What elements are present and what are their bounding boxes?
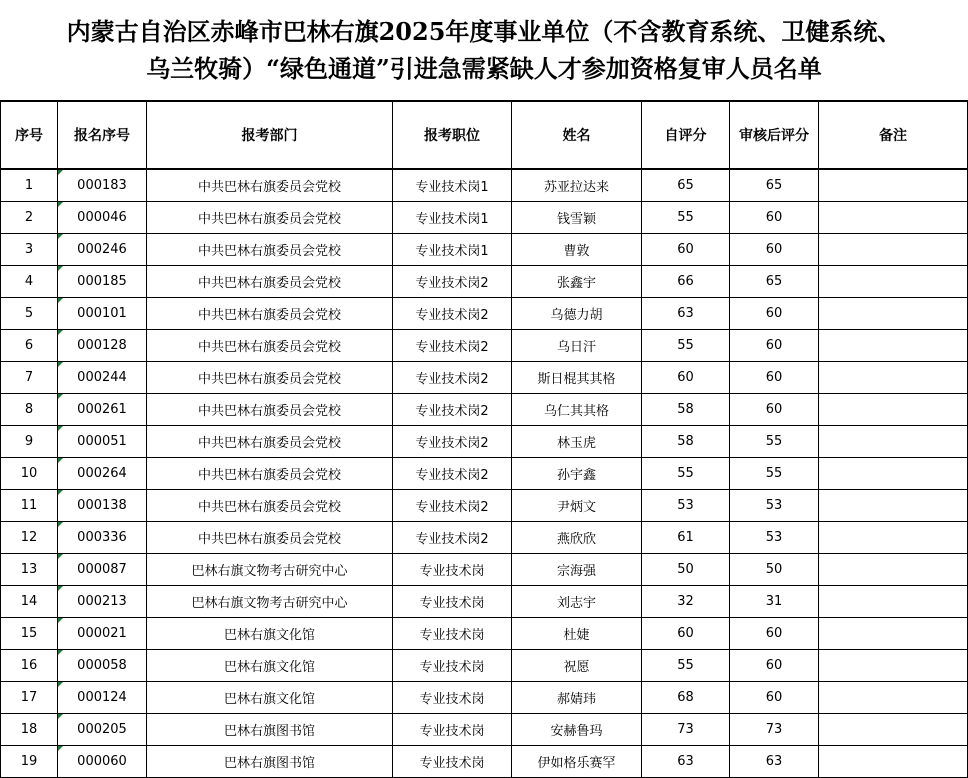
cell-dept[interactable]: 巴林右旗文化馆	[147, 682, 393, 714]
cell-regno[interactable]: 000261	[58, 394, 147, 426]
table-row	[1, 426, 968, 458]
cell-note[interactable]	[819, 554, 968, 586]
cell-note[interactable]	[819, 394, 968, 426]
cell-reviewed-score[interactable]: 60	[730, 362, 819, 394]
cell-reviewed-score[interactable]: 55	[730, 458, 819, 490]
cell-dept[interactable]: 巴林右旗文化馆	[147, 650, 393, 682]
cell-name[interactable]: 安赫鲁玛	[512, 714, 642, 746]
table-row	[1, 714, 968, 746]
cell-post[interactable]: 专业技术岗2	[393, 298, 512, 330]
cell-self-score[interactable]: 60	[642, 234, 730, 266]
cell-name[interactable]: 祝愿	[512, 650, 642, 682]
header-post[interactable]: 报考职位	[393, 102, 512, 170]
cell-note[interactable]	[819, 682, 968, 714]
cell-name[interactable]: 杜婕	[512, 618, 642, 650]
cell-post[interactable]: 专业技术岗2	[393, 426, 512, 458]
cell-dept[interactable]: 中共巴林右旗委员会党校	[147, 522, 393, 554]
cell-note[interactable]	[819, 490, 968, 522]
cell-regno[interactable]: 000246	[58, 234, 147, 266]
cell-seq[interactable]: 4	[1, 266, 58, 298]
cell-self-score[interactable]: 53	[642, 490, 730, 522]
cell-note[interactable]	[819, 650, 968, 682]
cell-name[interactable]: 宗海强	[512, 554, 642, 586]
cell-name[interactable]: 曹敦	[512, 234, 642, 266]
cell-note[interactable]	[819, 298, 968, 330]
cell-post[interactable]: 专业技术岗2	[393, 458, 512, 490]
cell-seq[interactable]: 3	[1, 234, 58, 266]
cell-note[interactable]	[819, 522, 968, 554]
cell-seq[interactable]: 5	[1, 298, 58, 330]
cell-seq[interactable]: 12	[1, 522, 58, 554]
cell-dept[interactable]: 巴林右旗文物考古研究中心	[147, 554, 393, 586]
document-title	[0, 0, 968, 101]
cell-dept[interactable]: 中共巴林右旗委员会党校	[147, 458, 393, 490]
cell-reviewed-score[interactable]: 60	[730, 650, 819, 682]
cell-reviewed-score[interactable]: 50	[730, 554, 819, 586]
cell-reviewed-score[interactable]: 60	[730, 682, 819, 714]
cell-regno[interactable]: 000060	[58, 746, 147, 778]
cell-post[interactable]: 专业技术岗	[393, 650, 512, 682]
cell-self-score[interactable]: 63	[642, 746, 730, 778]
cell-reviewed-score[interactable]: 60	[730, 202, 819, 234]
table-row	[1, 618, 968, 650]
cell-regno[interactable]: 000213	[58, 586, 147, 618]
header-self-score[interactable]: 自评分	[642, 102, 730, 170]
table-row	[1, 554, 968, 586]
table-row	[1, 169, 968, 202]
cell-name[interactable]: 郝婧玮	[512, 682, 642, 714]
table-row	[1, 394, 968, 426]
cell-regno[interactable]: 000101	[58, 298, 147, 330]
cell-name[interactable]: 张鑫宇	[512, 266, 642, 298]
cell-seq[interactable]: 1	[1, 169, 58, 202]
cell-name[interactable]: 燕欣欣	[512, 522, 642, 554]
table-row	[1, 234, 968, 266]
cell-reviewed-score[interactable]: 60	[730, 394, 819, 426]
header-note[interactable]: 备注	[819, 102, 968, 170]
header-dept[interactable]: 报考部门	[147, 102, 393, 170]
title-line-1: 内蒙古自治区赤峰市巴林右旗2025年度事业单位（不含教育系统、卫健系统、	[66, 17, 902, 46]
cell-post[interactable]: 专业技术岗	[393, 746, 512, 778]
cell-note[interactable]	[819, 202, 968, 234]
cell-post[interactable]: 专业技术岗2	[393, 522, 512, 554]
cell-seq[interactable]: 18	[1, 714, 58, 746]
cell-reviewed-score[interactable]: 60	[730, 330, 819, 362]
cell-dept[interactable]: 巴林右旗图书馆	[147, 714, 393, 746]
cell-self-score[interactable]: 55	[642, 202, 730, 234]
cell-name[interactable]: 钱雪颖	[512, 202, 642, 234]
header-name[interactable]: 姓名	[512, 102, 642, 170]
cell-regno[interactable]: 000128	[58, 330, 147, 362]
cell-dept[interactable]: 中共巴林右旗委员会党校	[147, 490, 393, 522]
cell-dept[interactable]: 巴林右旗图书馆	[147, 746, 393, 778]
cell-regno[interactable]: 000264	[58, 458, 147, 490]
cell-seq[interactable]: 2	[1, 202, 58, 234]
cell-note[interactable]	[819, 746, 968, 778]
cell-self-score[interactable]: 66	[642, 266, 730, 298]
table-row	[1, 682, 968, 714]
cell-self-score[interactable]: 65	[642, 169, 730, 202]
cell-post[interactable]: 专业技术岗2	[393, 490, 512, 522]
cell-name[interactable]: 尹炳文	[512, 490, 642, 522]
cell-seq[interactable]: 14	[1, 586, 58, 618]
cell-note[interactable]	[819, 458, 968, 490]
table-row	[1, 202, 968, 234]
cell-regno[interactable]: 000244	[58, 362, 147, 394]
cell-regno[interactable]: 000021	[58, 618, 147, 650]
cell-reviewed-score[interactable]: 53	[730, 522, 819, 554]
cell-reviewed-score[interactable]: 55	[730, 426, 819, 458]
cell-dept[interactable]: 中共巴林右旗委员会党校	[147, 202, 393, 234]
cell-seq[interactable]: 17	[1, 682, 58, 714]
cell-post[interactable]: 专业技术岗	[393, 682, 512, 714]
cell-reviewed-score[interactable]: 31	[730, 586, 819, 618]
cell-regno[interactable]: 000051	[58, 426, 147, 458]
cell-self-score[interactable]: 58	[642, 426, 730, 458]
applicant-table	[0, 101, 968, 778]
cell-self-score[interactable]: 60	[642, 362, 730, 394]
cell-post[interactable]: 专业技术岗	[393, 714, 512, 746]
cell-name[interactable]: 刘志宇	[512, 586, 642, 618]
cell-note[interactable]	[819, 714, 968, 746]
cell-reviewed-score[interactable]: 60	[730, 234, 819, 266]
header-seq[interactable]: 序号	[1, 102, 58, 170]
cell-self-score[interactable]: 55	[642, 330, 730, 362]
cell-post[interactable]: 专业技术岗	[393, 618, 512, 650]
cell-self-score[interactable]: 55	[642, 650, 730, 682]
cell-seq[interactable]: 11	[1, 490, 58, 522]
cell-post[interactable]: 专业技术岗2	[393, 266, 512, 298]
cell-reviewed-score[interactable]: 53	[730, 490, 819, 522]
table-row	[1, 362, 968, 394]
cell-reviewed-score[interactable]: 60	[730, 298, 819, 330]
cell-post[interactable]: 专业技术岗2	[393, 362, 512, 394]
cell-seq[interactable]: 8	[1, 394, 58, 426]
cell-name[interactable]: 乌德力胡	[512, 298, 642, 330]
cell-note[interactable]	[819, 426, 968, 458]
cell-self-score[interactable]: 50	[642, 554, 730, 586]
cell-reviewed-score[interactable]: 60	[730, 618, 819, 650]
cell-self-score[interactable]: 68	[642, 682, 730, 714]
header-row	[1, 102, 968, 170]
cell-regno[interactable]: 000185	[58, 266, 147, 298]
cell-note[interactable]	[819, 618, 968, 650]
cell-dept[interactable]: 中共巴林右旗委员会党校	[147, 362, 393, 394]
cell-note[interactable]	[819, 586, 968, 618]
cell-regno[interactable]: 000124	[58, 682, 147, 714]
header-regno[interactable]: 报名序号	[58, 102, 147, 170]
cell-seq[interactable]: 10	[1, 458, 58, 490]
cell-note[interactable]	[819, 266, 968, 298]
cell-self-score[interactable]: 32	[642, 586, 730, 618]
cell-self-score[interactable]: 73	[642, 714, 730, 746]
cell-post[interactable]: 专业技术岗	[393, 554, 512, 586]
cell-note[interactable]	[819, 169, 968, 202]
cell-dept[interactable]: 中共巴林右旗委员会党校	[147, 394, 393, 426]
cell-post[interactable]: 专业技术岗	[393, 586, 512, 618]
cell-self-score[interactable]: 61	[642, 522, 730, 554]
cell-seq[interactable]: 7	[1, 362, 58, 394]
table-row	[1, 266, 968, 298]
cell-name[interactable]: 乌日汗	[512, 330, 642, 362]
cell-self-score[interactable]: 55	[642, 458, 730, 490]
cell-name[interactable]: 孙宇鑫	[512, 458, 642, 490]
cell-regno[interactable]: 000336	[58, 522, 147, 554]
cell-seq[interactable]: 19	[1, 746, 58, 778]
table-row	[1, 490, 968, 522]
cell-seq[interactable]: 13	[1, 554, 58, 586]
table-row	[1, 650, 968, 682]
cell-note[interactable]	[819, 362, 968, 394]
cell-dept[interactable]: 巴林右旗文化馆	[147, 618, 393, 650]
title-line-2: 乌兰牧骑）“绿色通道”引进急需紧缺人才参加资格复审人员名单	[146, 54, 822, 83]
cell-post[interactable]: 专业技术岗1	[393, 169, 512, 202]
cell-note[interactable]	[819, 330, 968, 362]
table-row	[1, 330, 968, 362]
header-reviewed-score[interactable]: 审核后评分	[730, 102, 819, 170]
cell-note[interactable]	[819, 234, 968, 266]
cell-seq[interactable]: 16	[1, 650, 58, 682]
table-body	[1, 169, 968, 778]
cell-name[interactable]: 伊如格乐赛罕	[512, 746, 642, 778]
cell-dept[interactable]: 中共巴林右旗委员会党校	[147, 298, 393, 330]
cell-dept[interactable]: 中共巴林右旗委员会党校	[147, 234, 393, 266]
cell-name[interactable]: 斯日棍其其格	[512, 362, 642, 394]
cell-reviewed-score[interactable]: 73	[730, 714, 819, 746]
cell-name[interactable]: 苏亚拉达来	[512, 169, 642, 202]
table-row	[1, 458, 968, 490]
cell-self-score[interactable]: 58	[642, 394, 730, 426]
cell-regno[interactable]: 000058	[58, 650, 147, 682]
cell-reviewed-score[interactable]: 63	[730, 746, 819, 778]
table-row	[1, 522, 968, 554]
table-row	[1, 586, 968, 618]
cell-reviewed-score[interactable]: 65	[730, 266, 819, 298]
cell-seq[interactable]: 9	[1, 426, 58, 458]
cell-dept[interactable]: 中共巴林右旗委员会党校	[147, 169, 393, 202]
cell-regno[interactable]: 000205	[58, 714, 147, 746]
cell-self-score[interactable]: 60	[642, 618, 730, 650]
cell-regno[interactable]: 000046	[58, 202, 147, 234]
cell-regno[interactable]: 000087	[58, 554, 147, 586]
cell-regno[interactable]: 000138	[58, 490, 147, 522]
table-row	[1, 298, 968, 330]
cell-dept[interactable]: 巴林右旗文物考古研究中心	[147, 586, 393, 618]
cell-name[interactable]: 乌仁其其格	[512, 394, 642, 426]
cell-name[interactable]: 林玉虎	[512, 426, 642, 458]
table-row	[1, 746, 968, 778]
cell-regno[interactable]: 000183	[58, 169, 147, 202]
cell-post[interactable]: 专业技术岗1	[393, 234, 512, 266]
cell-post[interactable]: 专业技术岗2	[393, 394, 512, 426]
cell-post[interactable]: 专业技术岗1	[393, 202, 512, 234]
cell-self-score[interactable]: 63	[642, 298, 730, 330]
cell-dept[interactable]: 中共巴林右旗委员会党校	[147, 426, 393, 458]
cell-dept[interactable]: 中共巴林右旗委员会党校	[147, 330, 393, 362]
cell-seq[interactable]: 6	[1, 330, 58, 362]
cell-seq[interactable]: 15	[1, 618, 58, 650]
cell-dept[interactable]: 中共巴林右旗委员会党校	[147, 266, 393, 298]
cell-reviewed-score[interactable]: 65	[730, 169, 819, 202]
cell-post[interactable]: 专业技术岗2	[393, 330, 512, 362]
